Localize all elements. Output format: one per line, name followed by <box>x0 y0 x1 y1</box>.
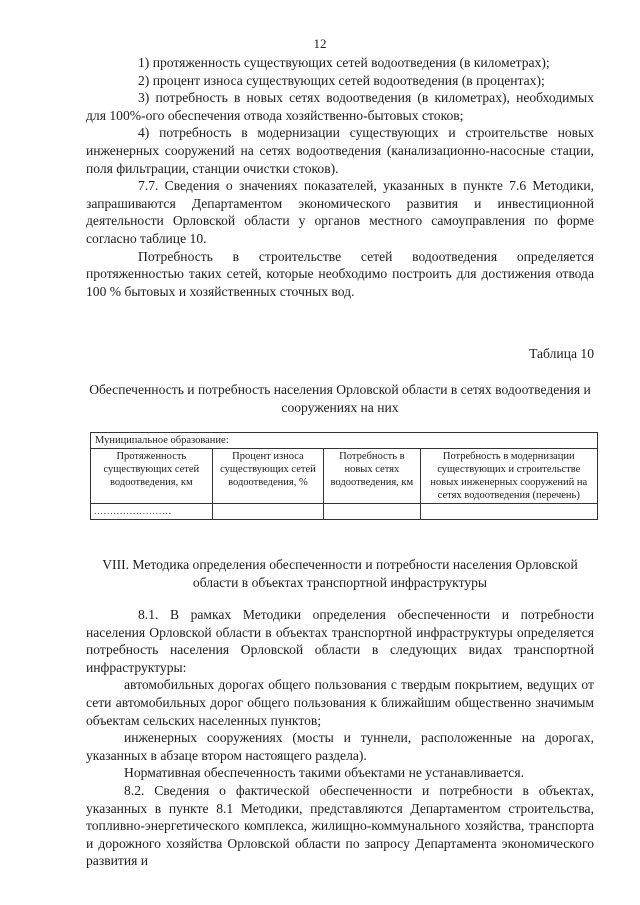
column-header: Процент износа существующих сетей водоотведения, % <box>212 449 324 504</box>
paragraph-8-1: 8.1. В рамках Методики определения обеспеченности и потребности населения Орловской области в объектах транспортной инфраструктуры определяется потребность населения Орловской области в следующих видах транспортной инфраструктуры: <box>86 607 594 675</box>
municipal-label: Муниципальное образование: <box>91 433 598 449</box>
paragraph-8-2: 8.2. Сведения о фактической обеспеченности и потребности в объектах, указанных в пункте 8.1 Методики, представляются Департаментом строительства, топливно-энергетического комплекса, жилищно-коммунального хозяйства, транспорта и дорожного хозяйства Орловской области по запросу Департамента экономического развития и <box>86 782 594 869</box>
paragraph-engineering: инженерных сооружениях (мосты и туннели, расположенные на дорогах, указанных в абзаце втором настоящего раздела). <box>86 730 594 763</box>
paragraph-need: Потребность в строительстве сетей водоотведения определяется протяженностью таких сетей, которые необходимо построить для достижения отвода 100 % бытовых и хозяйственных сточных вод. <box>86 248 594 299</box>
table-caption: Таблица 10 <box>529 346 594 361</box>
table-10 <box>90 432 598 520</box>
table-cell: ........................ <box>91 504 213 520</box>
indicator-list <box>86 54 594 300</box>
table-cell <box>324 504 420 520</box>
section-title: VIII. Методика определения обеспеченности и потребности населения Орловской области в объектах транспортной инфраструктуры <box>102 557 578 590</box>
list-item: 2) процент износа существующих сетей водоотведения (в процентах); <box>138 72 545 88</box>
paragraph-norm: Нормативная обеспеченность такими объектами не устанавливается. <box>124 765 524 781</box>
column-header: Потребность в новых сетях водоотведения, км <box>324 449 420 504</box>
table-title: Обеспеченность и потребность населения Орловской области в сетях водоотведения и сооружениях на них <box>89 382 591 415</box>
list-item: 4) потребность в модернизации существующих и строительстве новых инженерных сооружений на сетях водоотведения (канализационно-насосные стации, поля фильтрации, станции очистки стоков). <box>86 125 594 176</box>
table-cell <box>420 504 597 520</box>
paragraph-7-7: 7.7. Сведения о значениях показателей, указанных в пункте 7.6 Методики, запрашиваются Департаментом экономического развития и инвестиционной деятельности Орловской области у органов местного самоуправления по форме согласно таблице 10. <box>86 178 594 246</box>
page-number: 12 <box>313 36 327 51</box>
column-header: Потребность в модернизации существующих и строительстве новых инженерных сооружений на сетях водоотведения (перечень) <box>420 449 597 504</box>
section-body <box>86 606 594 870</box>
table-cell <box>212 504 324 520</box>
column-header: Протяженность существующих сетей водоотведения, км <box>91 449 213 504</box>
list-item: 3) потребность в новых сетях водоотведения (в километрах), необходимых для 100%-ого обеспечения отвода хозяйственно-бытовых стоков; <box>86 90 594 123</box>
paragraph-roads: автомобильных дорогах общего пользования с твердым покрытием, ведущих от сети автомобильных дорог общего пользования к ближайшим общественно значимым объектам сельских населенных пунктов; <box>86 677 594 728</box>
list-item: 1) протяженность существующих сетей водоотведения (в километрах); <box>138 55 550 70</box>
